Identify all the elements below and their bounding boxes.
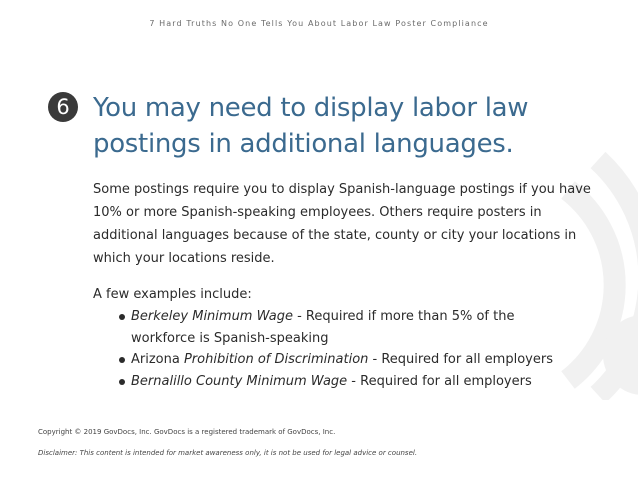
example-title: Bernalillo County Minimum Wage xyxy=(131,373,348,389)
example-prefix: Arizona xyxy=(131,352,184,367)
examples-intro: A few examples include: xyxy=(93,287,252,302)
example-detail: - Required if more than 5% of the workforce is Spanish-speaking xyxy=(131,309,515,346)
section-headline: You may need to display labor law postings in additional languages. xyxy=(93,93,529,159)
header-title: 7 Hard Truths No One Tells You About Labor Law Poster Compliance xyxy=(149,19,489,28)
section-number-badge: 6 xyxy=(48,92,78,122)
example-title: Berkeley Minimum Wage xyxy=(131,309,293,324)
disclaimer-notice: Disclaimer: This content is intended for market awareness only, it is not be used for legal advice or counsel. xyxy=(38,449,418,457)
copyright-notice: Copyright © 2019 GovDocs, Inc. GovDocs is a registered trademark of GovDocs, Inc. xyxy=(38,428,336,436)
list-item xyxy=(93,371,573,393)
example-detail: - Required for all employers xyxy=(368,352,553,367)
examples-list xyxy=(93,306,573,392)
section-body-text: Some postings require you to display Spanish-language postings if you have 10% or more Spanish-speaking employees. Others require posters in additional languages because of the state, county or city your locations in which your locations reside. xyxy=(93,182,591,266)
list-item xyxy=(93,349,573,371)
list-item xyxy=(93,306,573,349)
example-title: Prohibition of Discrimination xyxy=(183,352,369,367)
example-detail: - Required for all employers xyxy=(347,373,532,389)
